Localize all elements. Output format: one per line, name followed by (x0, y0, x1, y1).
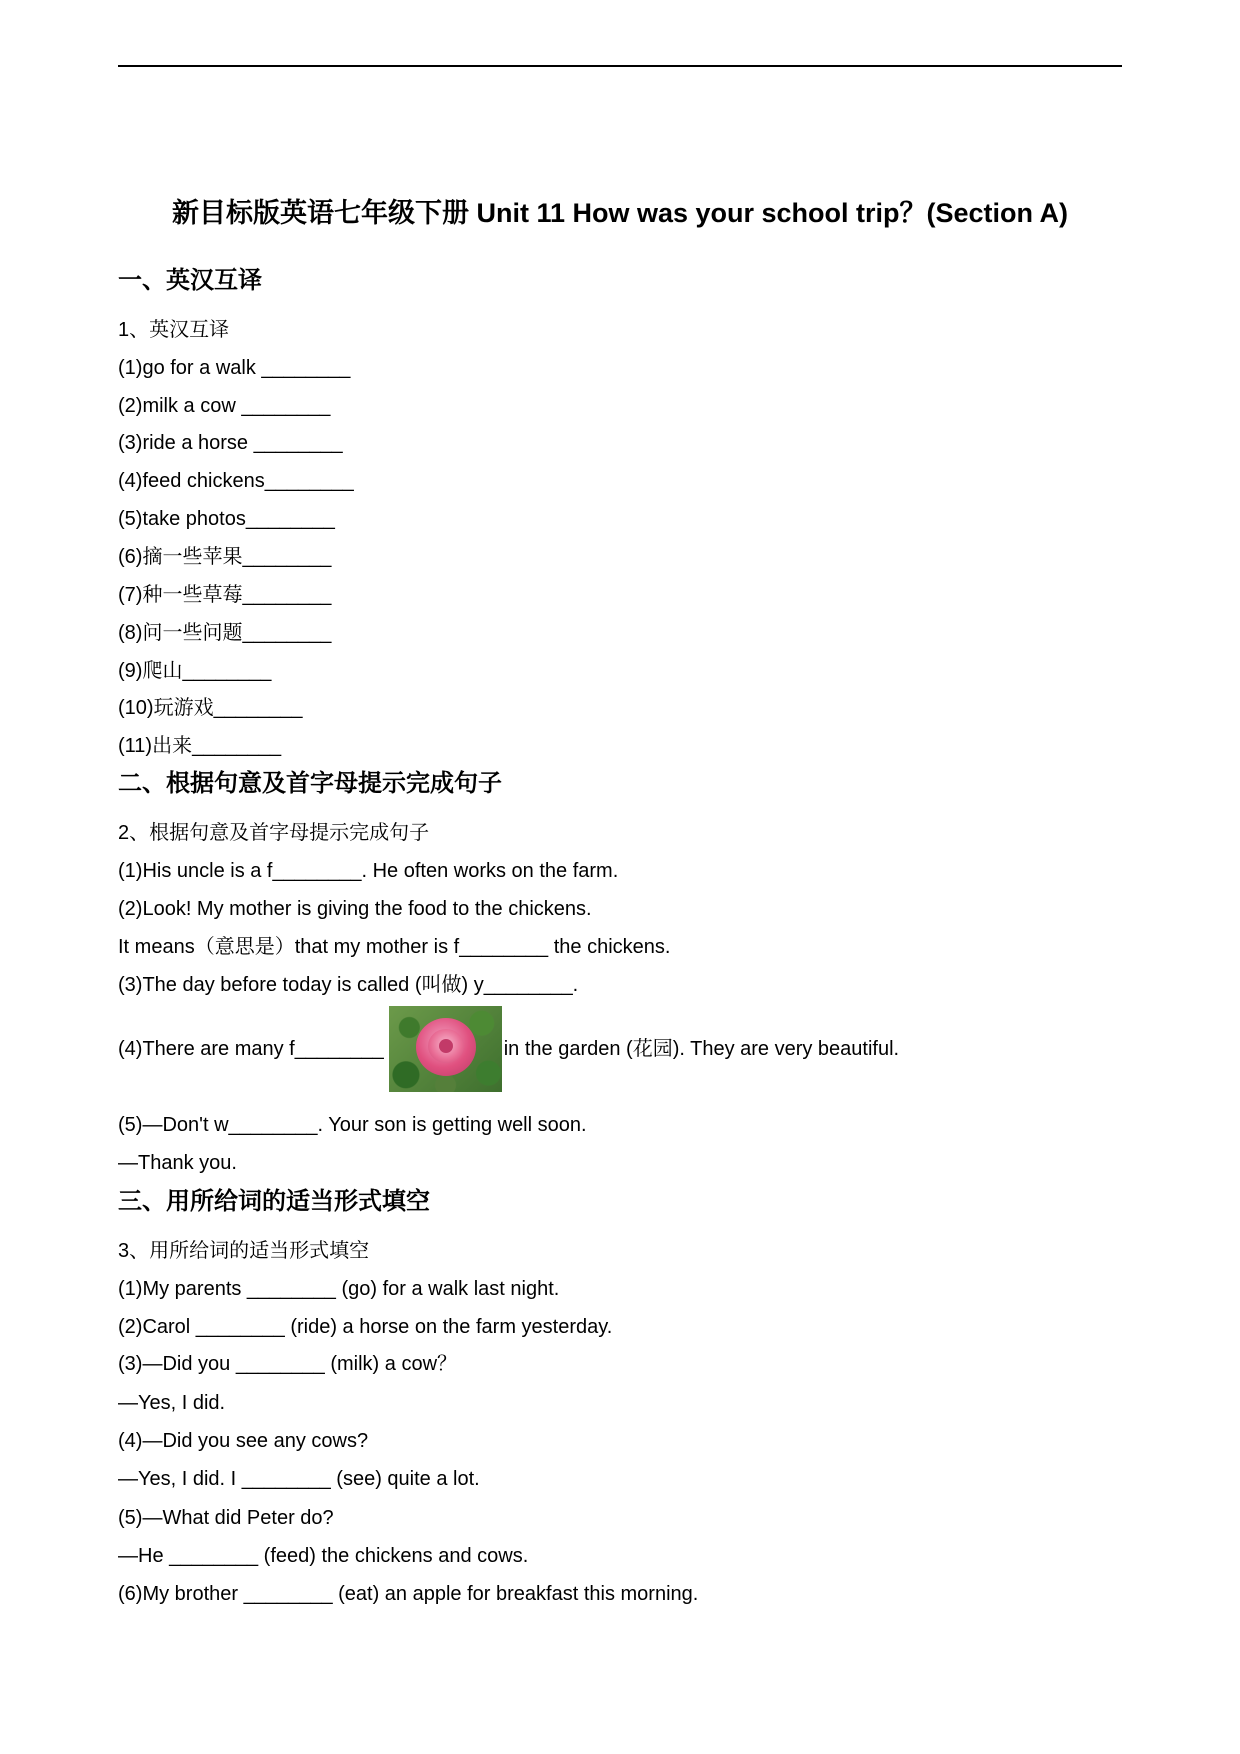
question-item: —Yes, I did. I ________ (see) quite a lot. (118, 1468, 480, 1490)
question-item: —He ________ (feed) the chickens and cows. (118, 1545, 529, 1567)
rose-flower-picture (389, 1006, 502, 1092)
question-item: (2)milk a cow ________ (118, 395, 331, 417)
header-rule (118, 65, 1122, 67)
question-item: —Thank you. (118, 1152, 237, 1174)
question-item: (5)—Don't w________. Your son is getting well soon. (118, 1114, 587, 1136)
question-item: (4)feed chickens________ (118, 470, 354, 492)
question-item-with-picture (118, 1006, 899, 1092)
question-item: (11)出来________ (118, 735, 282, 757)
question-item: (1)His uncle is a f________. He often works on the farm. (118, 860, 619, 882)
question-item: (5)take photos________ (118, 508, 335, 530)
question-item: (8)问一些问题________ (118, 622, 332, 644)
question-item: (3)The day before today is called (叫做) y________. (118, 974, 579, 996)
question-item: (1)go for a walk ________ (118, 357, 351, 379)
question-item-text-continued: in the garden (花园). They are very beautiful. (503, 1038, 900, 1060)
question-item-text: (4)There are many f________ (118, 1038, 384, 1060)
question-item: (3)—Did you ________ (milk) a cow？ (118, 1353, 458, 1375)
section-heading-1: 一、英汉互译 (118, 267, 262, 294)
section-3-intro: 3、用所给词的适当形式填空 (118, 1240, 370, 1262)
question-item: It means（意思是）that my mother is f________ the chickens. (118, 936, 671, 958)
question-item: (10)玩游戏________ (118, 697, 303, 719)
question-item: (1)My parents ________ (go) for a walk last night. (118, 1278, 560, 1300)
question-item: (7)种一些草莓________ (118, 584, 332, 606)
section-2-intro: 2、根据句意及首字母提示完成句子 (118, 822, 430, 844)
question-item: (3)ride a horse ________ (118, 432, 343, 454)
question-item: —Yes, I did. (118, 1392, 226, 1414)
question-item: (6)My brother ________ (eat) an apple for breakfast this morning. (118, 1583, 699, 1605)
question-item: (4)—Did you see any cows? (118, 1430, 369, 1452)
question-item: (6)摘一些苹果________ (118, 546, 332, 568)
section-1-intro: 1、英汉互译 (118, 319, 230, 341)
question-item: (2)Carol ________ (ride) a horse on the farm yesterday. (118, 1316, 613, 1338)
document-title: 新目标版英语七年级下册 Unit 11 How was your school trip？(Section A) (171, 198, 1069, 228)
question-item: (5)—What did Peter do? (118, 1507, 334, 1529)
question-item: (2)Look! My mother is giving the food to the chickens. (118, 898, 592, 920)
section-heading-2: 二、根据句意及首字母提示完成句子 (118, 770, 502, 797)
section-heading-3: 三、用所给词的适当形式填空 (118, 1188, 430, 1215)
question-item: (9)爬山________ (118, 660, 272, 682)
